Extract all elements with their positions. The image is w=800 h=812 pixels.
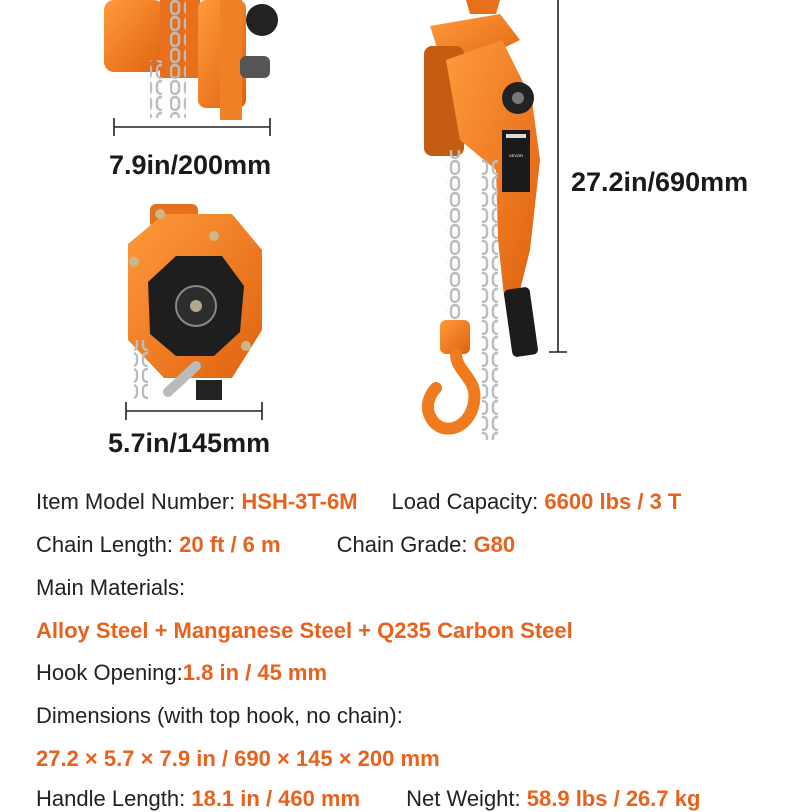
dimensions-value: 27.2 × 5.7 × 7.9 in / 690 × 145 × 200 mm	[36, 746, 440, 771]
spec-row-hook	[36, 660, 327, 686]
spec-row-chain	[36, 532, 515, 558]
depth-dimension-label: 5.7in/145mm	[108, 428, 271, 458]
hoist-side-view	[104, 0, 278, 120]
chain-length-value: 20 ft / 6 m	[179, 532, 281, 557]
handle-length-value: 18.1 in / 460 mm	[191, 786, 361, 811]
chain-grade-value: G80	[473, 532, 516, 557]
hook-opening-label: Hook Opening:	[36, 660, 183, 685]
load-capacity-value: 6600 lbs / 3 T	[544, 489, 682, 514]
load-capacity-label: Load Capacity:	[391, 489, 545, 514]
materials-label: Main Materials:	[36, 575, 186, 600]
spec-row-handle-weight	[36, 786, 700, 812]
hoist-full-view	[424, 0, 540, 440]
hook-opening-value: 1.8 in / 45 mm	[182, 660, 328, 685]
chain-length-label: Chain Length:	[36, 532, 180, 557]
brand-label: VEVOR	[508, 153, 524, 158]
hoist-front-view	[128, 204, 262, 400]
chain-grade-label: Chain Grade:	[336, 532, 474, 557]
spec-row-model-load	[36, 489, 681, 515]
height-dimension-line	[549, 0, 567, 352]
width-dimension-line	[114, 118, 270, 136]
materials-value: Alloy Steel + Manganese Steel + Q235 Carbon Steel	[36, 618, 573, 643]
net-weight-label: Net Weight:	[406, 786, 527, 811]
height-dimension-label: 27.2in/690mm	[571, 167, 749, 197]
dimensions-label: Dimensions (with top hook, no chain):	[36, 703, 403, 728]
model-value: HSH-3T-6M	[241, 489, 358, 514]
width-dimension-label: 7.9in/200mm	[109, 150, 272, 180]
net-weight-value: 58.9 lbs / 26.7 kg	[526, 786, 701, 811]
handle-length-label: Handle Length:	[36, 786, 192, 811]
model-label: Item Model Number:	[36, 489, 242, 514]
depth-dimension-line	[126, 402, 262, 420]
